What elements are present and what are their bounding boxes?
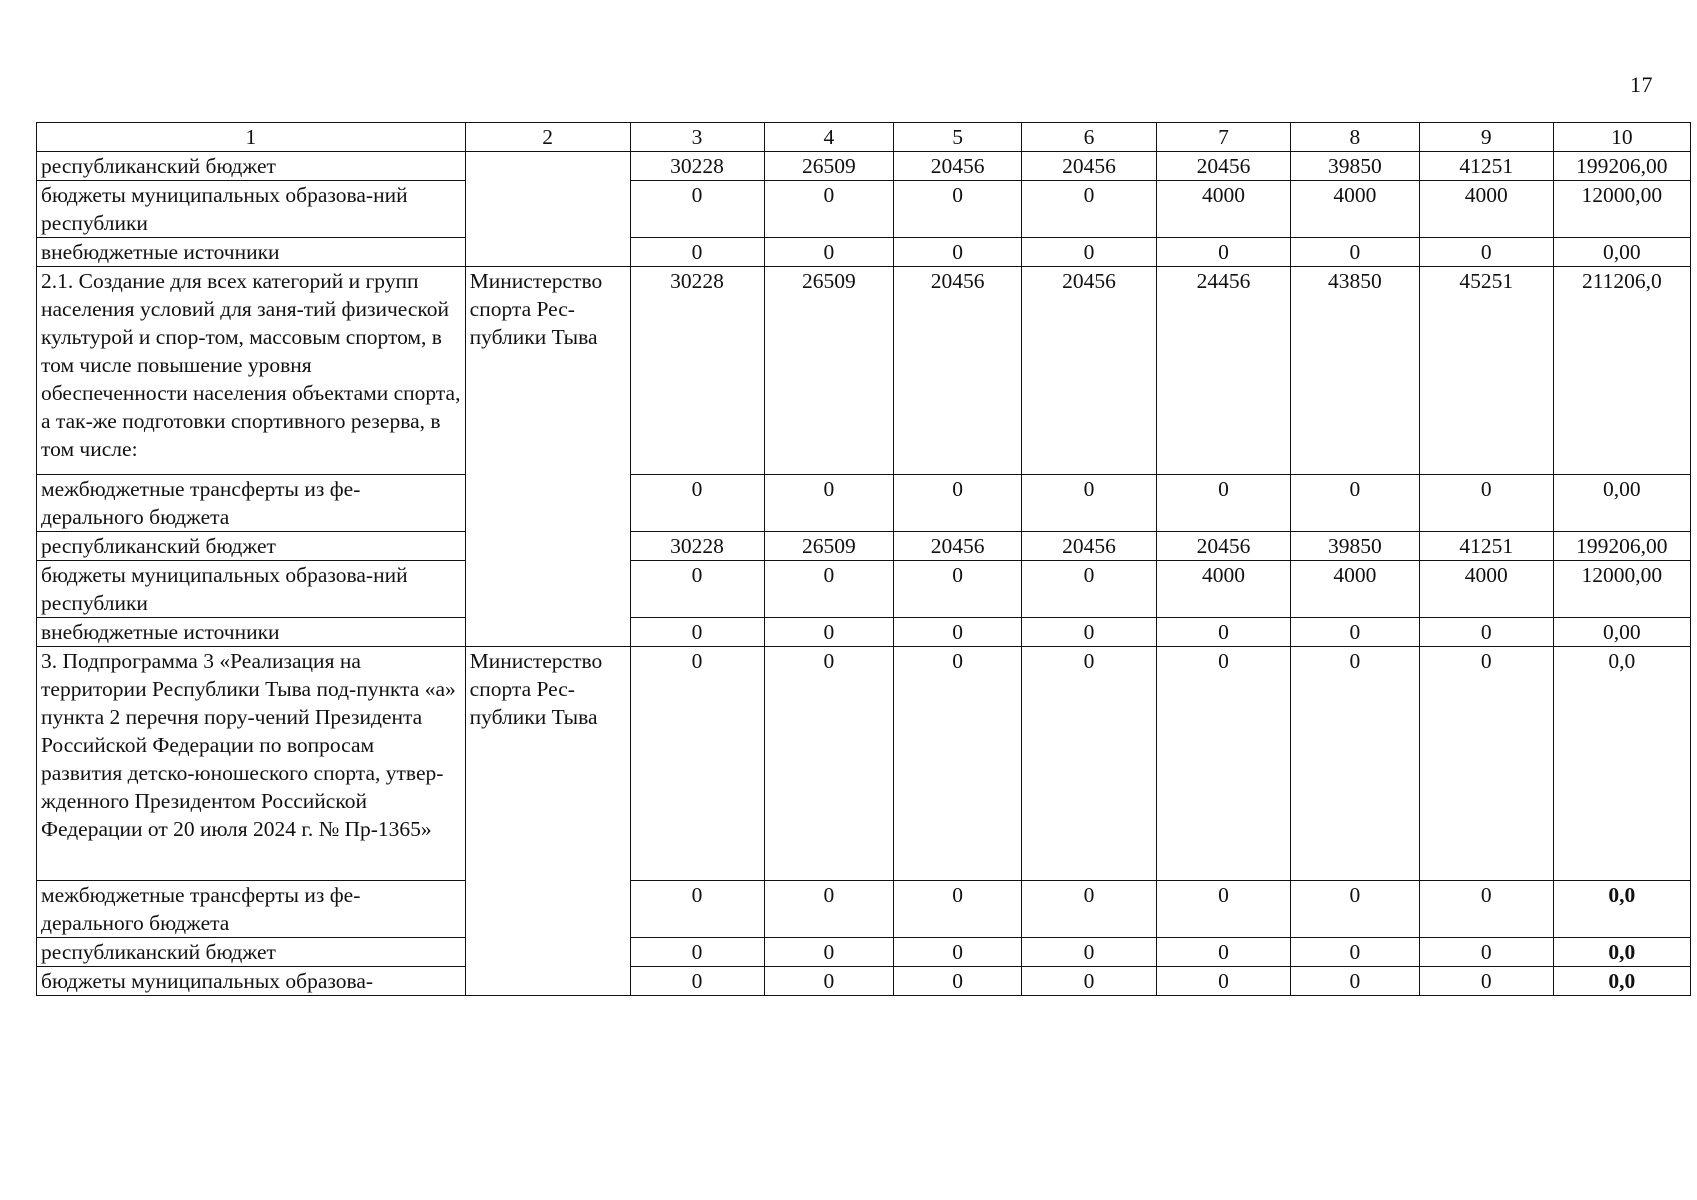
value-cell: 4000 <box>1419 181 1553 238</box>
value-cell: 0,0 <box>1553 967 1690 996</box>
responsible-cell <box>465 152 630 267</box>
value-cell: 0 <box>630 181 764 238</box>
value-cell: 0 <box>630 238 764 267</box>
value-cell: 4000 <box>1291 561 1420 618</box>
value-cell: 0 <box>1419 647 1553 881</box>
value-cell: 0 <box>1157 238 1291 267</box>
value-cell: 0 <box>1291 475 1420 532</box>
budget-table <box>36 122 1691 996</box>
value-cell: 4000 <box>1157 181 1291 238</box>
value-cell: 41251 <box>1419 532 1553 561</box>
header-cell: 3 <box>630 123 764 152</box>
row-label: республиканский бюджет <box>37 938 466 967</box>
value-cell: 0,00 <box>1553 238 1690 267</box>
value-cell: 0 <box>1419 618 1553 647</box>
header-cell: 9 <box>1419 123 1553 152</box>
value-cell: 20456 <box>1021 267 1156 475</box>
value-cell: 0 <box>1157 967 1291 996</box>
page-number: 17 <box>1630 72 1653 97</box>
value-cell: 0 <box>1021 647 1156 881</box>
value-cell: 0 <box>1021 938 1156 967</box>
value-cell: 0 <box>630 647 764 881</box>
value-cell: 0 <box>1157 618 1291 647</box>
row-label: межбюджетные трансферты из фе-дерального бюджета <box>37 881 466 938</box>
value-cell: 39850 <box>1291 532 1420 561</box>
row-label: республиканский бюджет <box>37 152 466 181</box>
value-cell: 0 <box>630 881 764 938</box>
table-row <box>37 618 1691 647</box>
header-cell: 7 <box>1157 123 1291 152</box>
value-cell: 30228 <box>630 152 764 181</box>
value-cell: 20456 <box>894 152 1022 181</box>
value-cell: 0 <box>764 647 894 881</box>
row-label: межбюджетные трансферты из фе-дерального бюджета <box>37 475 466 532</box>
row-label: внебюджетные источники <box>37 618 466 647</box>
value-cell: 0 <box>1157 881 1291 938</box>
table-row <box>37 532 1691 561</box>
value-cell: 12000,00 <box>1553 561 1690 618</box>
value-cell: 41251 <box>1419 152 1553 181</box>
table-row <box>37 881 1691 938</box>
value-cell: 0,00 <box>1553 618 1690 647</box>
table-row <box>37 561 1691 618</box>
header-cell: 6 <box>1021 123 1156 152</box>
table-row <box>37 181 1691 238</box>
row-label: республиканский бюджет <box>37 532 466 561</box>
table-row <box>37 152 1691 181</box>
value-cell: 0 <box>1291 881 1420 938</box>
value-cell: 0,0 <box>1553 647 1690 881</box>
value-cell: 0 <box>1291 618 1420 647</box>
value-cell: 0 <box>764 238 894 267</box>
header-cell: 2 <box>465 123 630 152</box>
value-cell: 39850 <box>1291 152 1420 181</box>
table-row <box>37 967 1691 996</box>
value-cell: 0 <box>894 561 1022 618</box>
value-cell: 0 <box>1291 238 1420 267</box>
value-cell: 0 <box>764 618 894 647</box>
value-cell: 0 <box>1157 475 1291 532</box>
value-cell: 0 <box>1157 647 1291 881</box>
row-label: бюджеты муниципальных образова-ний республики <box>37 181 466 238</box>
value-cell: 20456 <box>1021 152 1156 181</box>
value-cell: 20456 <box>1157 152 1291 181</box>
value-cell: 0 <box>764 561 894 618</box>
value-cell: 0 <box>630 938 764 967</box>
value-cell: 0 <box>1419 881 1553 938</box>
value-cell: 0 <box>1291 647 1420 881</box>
value-cell: 4000 <box>1157 561 1291 618</box>
value-cell: 0 <box>894 881 1022 938</box>
value-cell: 0,00 <box>1553 475 1690 532</box>
value-cell: 0 <box>764 475 894 532</box>
value-cell: 0 <box>1419 238 1553 267</box>
value-cell: 30228 <box>630 267 764 475</box>
value-cell: 0 <box>1419 938 1553 967</box>
value-cell: 0 <box>1021 475 1156 532</box>
value-cell: 0 <box>894 618 1022 647</box>
value-cell: 26509 <box>764 532 894 561</box>
row-label: 2.1. Создание для всех категорий и групп населения условий для заня-тий физической культурой и спор-том, массовым спортом, в том числе повышение уровня обеспеченности населения объектами спорта, а так-же подготовки спортивного резерва, в том числе: <box>37 267 466 475</box>
value-cell: 0 <box>1021 238 1156 267</box>
table-row <box>37 647 1691 881</box>
value-cell: 0 <box>894 181 1022 238</box>
value-cell: 0 <box>1021 618 1156 647</box>
header-cell: 4 <box>764 123 894 152</box>
responsible-cell: Министерство спорта Рес-публики Тыва <box>465 267 630 647</box>
value-cell: 0 <box>764 967 894 996</box>
value-cell: 20456 <box>1157 532 1291 561</box>
value-cell: 199206,00 <box>1553 152 1690 181</box>
value-cell: 0 <box>1021 181 1156 238</box>
value-cell: 12000,00 <box>1553 181 1690 238</box>
value-cell: 0 <box>894 967 1022 996</box>
value-cell: 0 <box>1021 967 1156 996</box>
value-cell: 0 <box>1419 475 1553 532</box>
value-cell: 0 <box>630 618 764 647</box>
value-cell: 0 <box>764 181 894 238</box>
value-cell: 0,0 <box>1553 938 1690 967</box>
value-cell: 4000 <box>1419 561 1553 618</box>
header-cell: 10 <box>1553 123 1690 152</box>
header-cell: 8 <box>1291 123 1420 152</box>
value-cell: 0 <box>764 881 894 938</box>
value-cell: 0 <box>630 561 764 618</box>
table-row <box>37 238 1691 267</box>
row-label: бюджеты муниципальных образова-ний республики <box>37 561 466 618</box>
value-cell: 0 <box>894 938 1022 967</box>
value-cell: 0 <box>1419 967 1553 996</box>
header-cell: 5 <box>894 123 1022 152</box>
value-cell: 43850 <box>1291 267 1420 475</box>
header-cell: 1 <box>37 123 466 152</box>
value-cell: 0 <box>1291 938 1420 967</box>
row-label: 3. Подпрограмма 3 «Реализация на территории Республики Тыва под-пункта «а» пункта 2 перечня пору-чений Президента Российской Федерации по вопросам развития детско-юношеского спорта, утвер-жденного Президентом Российской Федерации от 20 июля 2024 г. № Пр-1365» <box>37 647 466 881</box>
table-row <box>37 475 1691 532</box>
value-cell: 26509 <box>764 267 894 475</box>
row-label: бюджеты муниципальных образова- <box>37 967 466 996</box>
value-cell: 0 <box>1157 938 1291 967</box>
value-cell: 0 <box>1291 967 1420 996</box>
value-cell: 211206,0 <box>1553 267 1690 475</box>
value-cell: 20456 <box>1021 532 1156 561</box>
value-cell: 4000 <box>1291 181 1420 238</box>
value-cell: 20456 <box>894 267 1022 475</box>
row-label: внебюджетные источники <box>37 238 466 267</box>
value-cell: 0 <box>894 475 1022 532</box>
header-row <box>37 123 1691 152</box>
value-cell: 0,0 <box>1553 881 1690 938</box>
value-cell: 24456 <box>1157 267 1291 475</box>
value-cell: 0 <box>764 938 894 967</box>
value-cell: 30228 <box>630 532 764 561</box>
table-row <box>37 938 1691 967</box>
value-cell: 0 <box>1021 561 1156 618</box>
value-cell: 0 <box>894 238 1022 267</box>
value-cell: 26509 <box>764 152 894 181</box>
table-row <box>37 267 1691 475</box>
responsible-cell: Министерство спорта Рес-публики Тыва <box>465 647 630 996</box>
value-cell: 0 <box>1021 881 1156 938</box>
value-cell: 0 <box>630 475 764 532</box>
value-cell: 20456 <box>894 532 1022 561</box>
value-cell: 0 <box>894 647 1022 881</box>
value-cell: 45251 <box>1419 267 1553 475</box>
value-cell: 199206,00 <box>1553 532 1690 561</box>
value-cell: 0 <box>630 967 764 996</box>
